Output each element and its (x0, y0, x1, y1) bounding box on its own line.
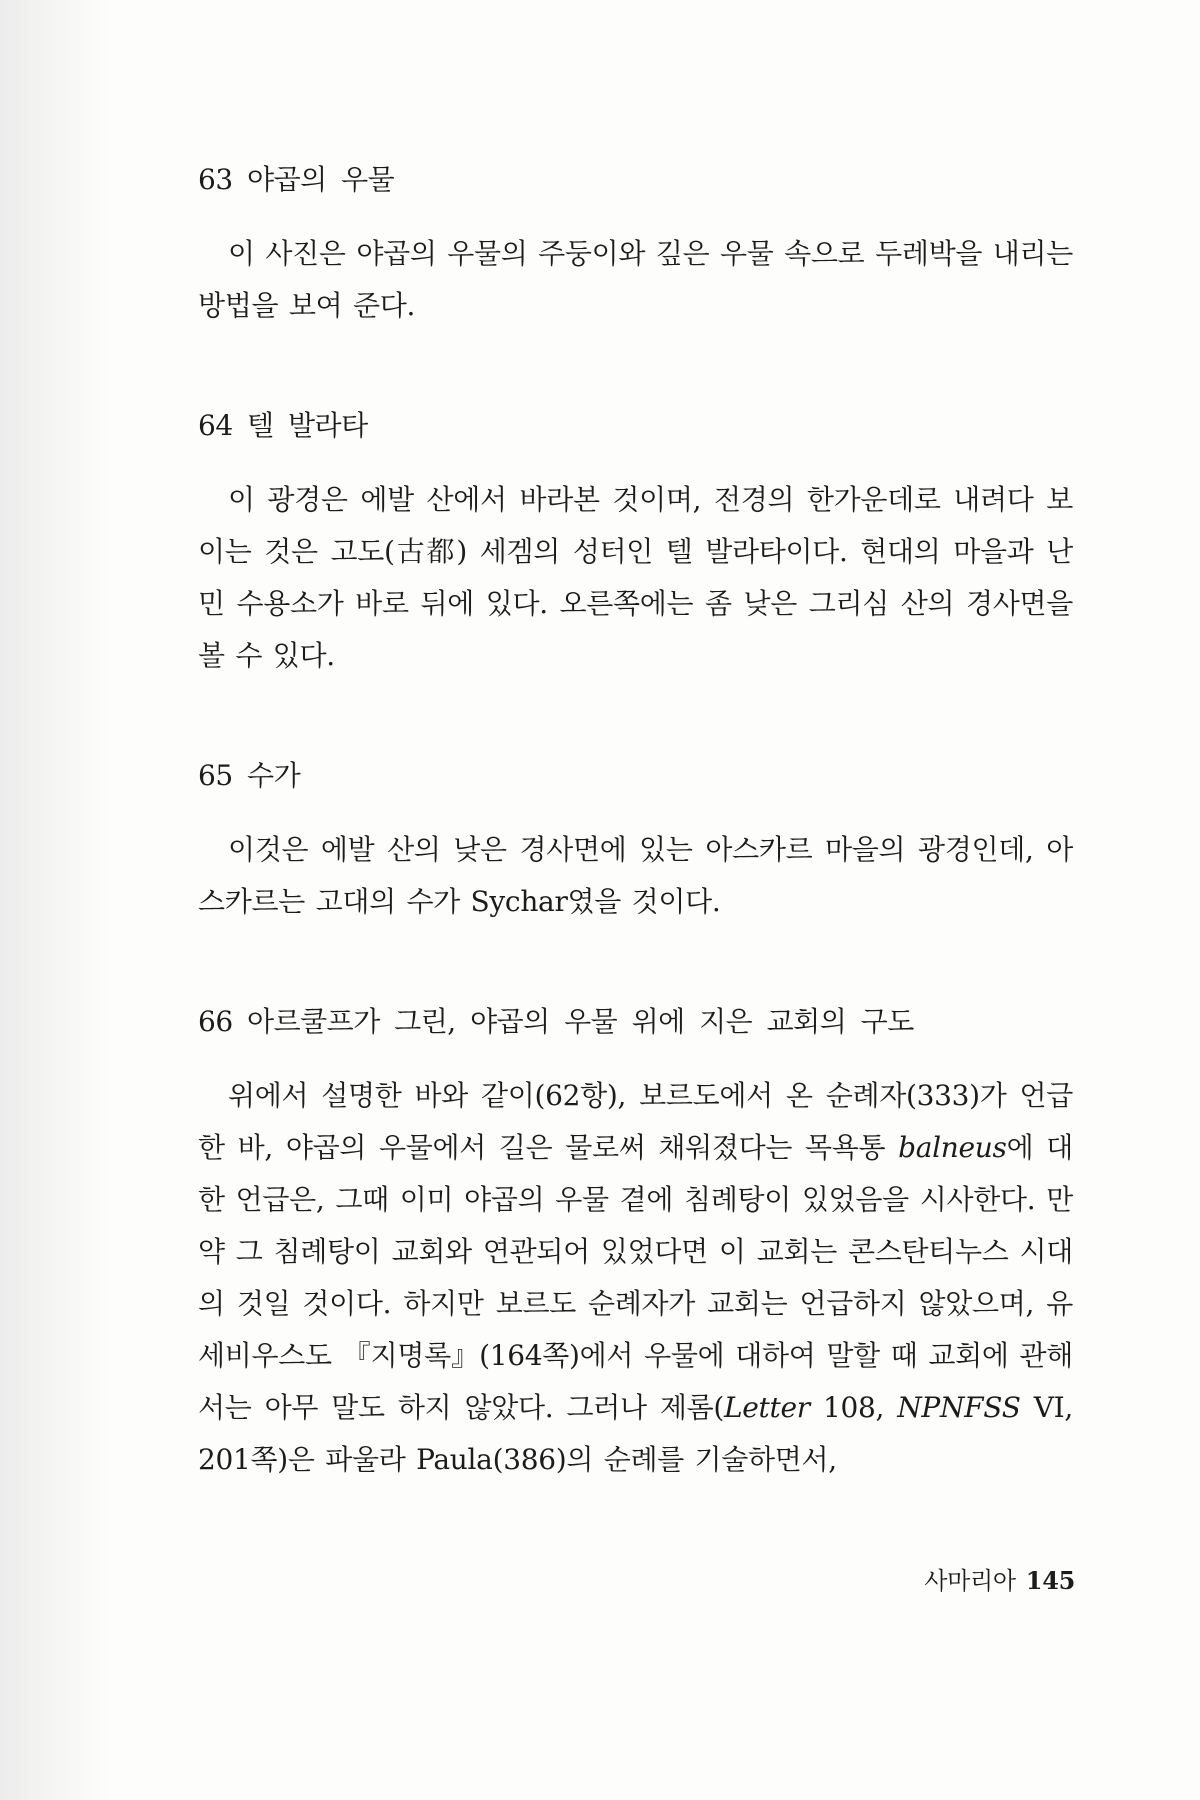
entry-text: VI, 201쪽)은 파울라 Paula(386)의 순례를 기술하면서, (198, 1391, 1073, 1476)
entry-text: 108, (809, 1391, 898, 1424)
entry-heading: 65 수가 (198, 759, 301, 792)
entry-body (198, 1070, 1073, 1486)
entry-text: 위에서 설명한 바와 같이(62항), 보르도에서 온 순례자(333)가 언급한 바, 야곱의 우물에서 길은 물로써 채워졌다는 목욕통 (198, 1079, 1073, 1164)
italic-term: balneus (898, 1131, 1007, 1164)
running-footer-section: 사마리아 (924, 1567, 1016, 1595)
page-number: 145 (1025, 1566, 1075, 1595)
entry-63 (198, 160, 1073, 332)
entry-66 (198, 1002, 1073, 1486)
entry-heading: 63 야곱의 우물 (198, 163, 395, 196)
entry-heading: 66 아르쿨프가 그린, 야곱의 우물 위에 지은 교회의 구도 (198, 1005, 914, 1038)
italic-term: Letter (723, 1391, 810, 1424)
entry-text: 이것은 에발 산의 낮은 경사면에 있는 아스카르 마을의 광경인데, 아스카르는 고대의 수가 Sychar였을 것이다. (198, 833, 1073, 918)
entry-body (198, 824, 1073, 928)
entry-65 (198, 756, 1073, 928)
entry-body (198, 474, 1073, 682)
entry-text: 이 사진은 야곱의 우물의 주둥이와 깊은 우물 속으로 두레박을 내리는 방법을 보여 준다. (198, 237, 1073, 322)
italic-term: NPNFSS (897, 1391, 1021, 1424)
entry-heading: 64 텔 발라타 (198, 409, 368, 442)
page-content (198, 160, 1073, 1486)
page-edge-shadow (0, 0, 110, 1800)
entry-text: 이 광경은 에발 산에서 바라본 것이며, 전경의 한가운데로 내려다 보이는 것은 고도(古都) 세겜의 성터인 텔 발라타이다. 현대의 마을과 난민 수용소가 바로 뒤에 있다. 오른쪽에는 좀 낮은 그리심 산의 경사면을 볼 수 있다. (198, 483, 1073, 672)
entry-64 (198, 406, 1073, 682)
page-footer (900, 1565, 1075, 1597)
entry-body (198, 228, 1073, 332)
entry-text: 에 대한 언급은, 그때 이미 야곱의 우물 곁에 침례탕이 있었음을 시사한다. 만약 그 침례탕이 교회와 연관되어 있었다면 이 교회는 콘스탄티누스 시대의 것일 것이다. 하지만 보르도 순례자가 교회는 언급하지 않았으며, 유세비우스도 『지명록』(164쪽)에서 우물에 대하여 말할 때 교회에 관해서는 아무 말도 하지 않았다. 그러나 제롬( (198, 1131, 1073, 1424)
